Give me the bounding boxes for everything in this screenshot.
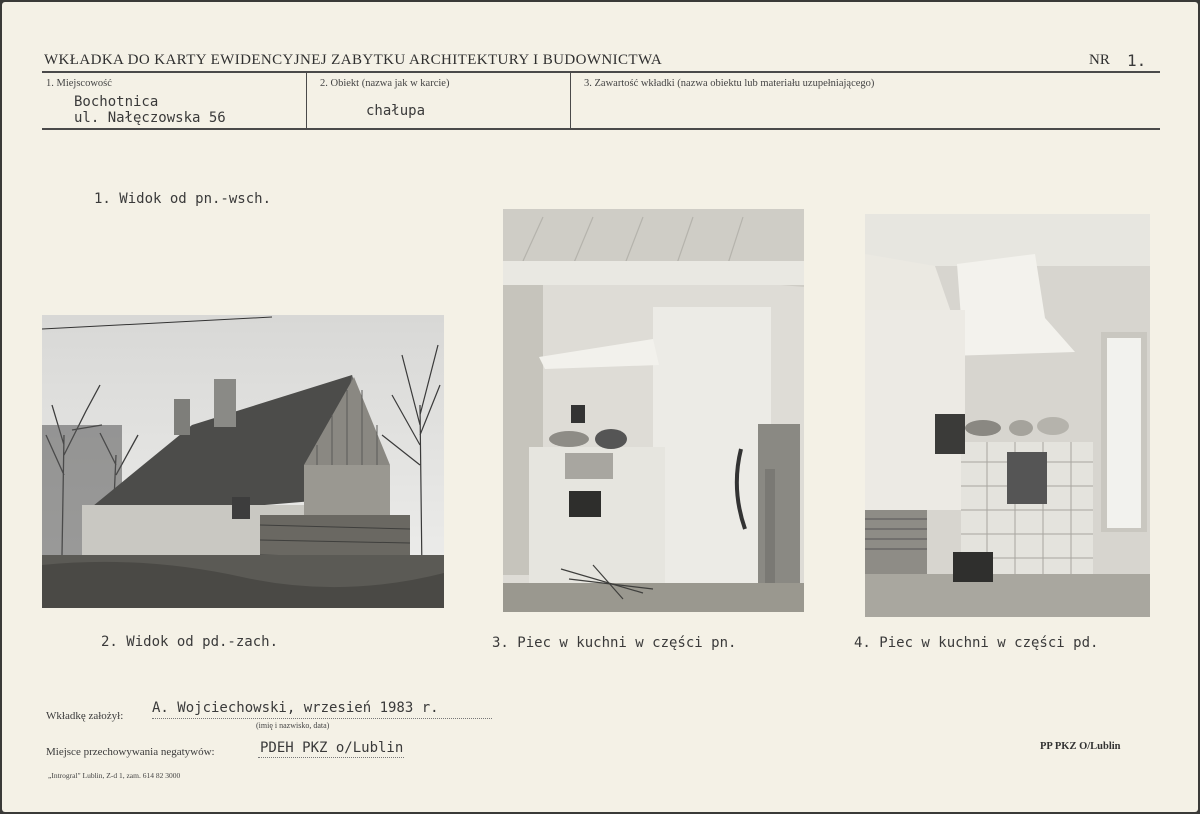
caption-view-3: 3. Piec w kuchni w części pn. xyxy=(492,635,737,651)
storage-label: Miejsce przechowywania negatywów: xyxy=(46,746,215,758)
founded-dotted-line xyxy=(152,718,492,719)
founded-hint: (imię i nazwisko, data) xyxy=(256,721,330,730)
photo-exterior-southwest xyxy=(42,315,444,608)
photo-stove-south xyxy=(865,214,1150,617)
storage-dotted-line xyxy=(258,757,404,758)
location-value-line1: Bochotnica xyxy=(74,94,159,110)
number-label: NR xyxy=(1089,52,1110,68)
institution-stamp: PP PKZ O/Lublin xyxy=(1040,741,1121,752)
caption-view-4: 4. Piec w kuchni w części pd. xyxy=(854,635,1099,651)
founded-label: Wkładkę założył: xyxy=(46,710,124,722)
founded-value: A. Wojciechowski, wrzesień 1983 r. xyxy=(152,700,439,716)
number-value: 1. xyxy=(1127,51,1147,70)
storage-value: PDEH PKZ o/Lublin xyxy=(260,740,404,756)
contents-label: 3. Zawartość wkładki (nazwa obiektu lub materiału uzupełniającego) xyxy=(584,78,875,89)
header-rule xyxy=(42,71,1160,73)
photo-stove-north xyxy=(503,209,804,612)
location-label: 1. Miejscowość xyxy=(46,78,112,89)
object-value: chałupa xyxy=(366,103,426,119)
caption-view-2: 2. Widok od pd.-zach. xyxy=(101,634,279,650)
caption-view-1: 1. Widok od pn.-wsch. xyxy=(94,191,272,207)
location-value-line2: ul. Nałęczowska 56 xyxy=(74,110,226,126)
field-divider-1 xyxy=(306,73,307,129)
field-divider-2 xyxy=(570,73,571,129)
fields-bottom-rule xyxy=(42,128,1160,130)
record-card xyxy=(2,2,1198,812)
printer-imprint: „Introgral" Lublin, Z-d 1, zam. 614 82 3000 xyxy=(48,771,181,780)
form-title: WKŁADKA DO KARTY EWIDENCYJNEJ ZABYTKU ARCHITEKTURY I BUDOWNICTWA xyxy=(44,52,663,68)
object-label: 2. Obiekt (nazwa jak w karcie) xyxy=(320,78,450,89)
